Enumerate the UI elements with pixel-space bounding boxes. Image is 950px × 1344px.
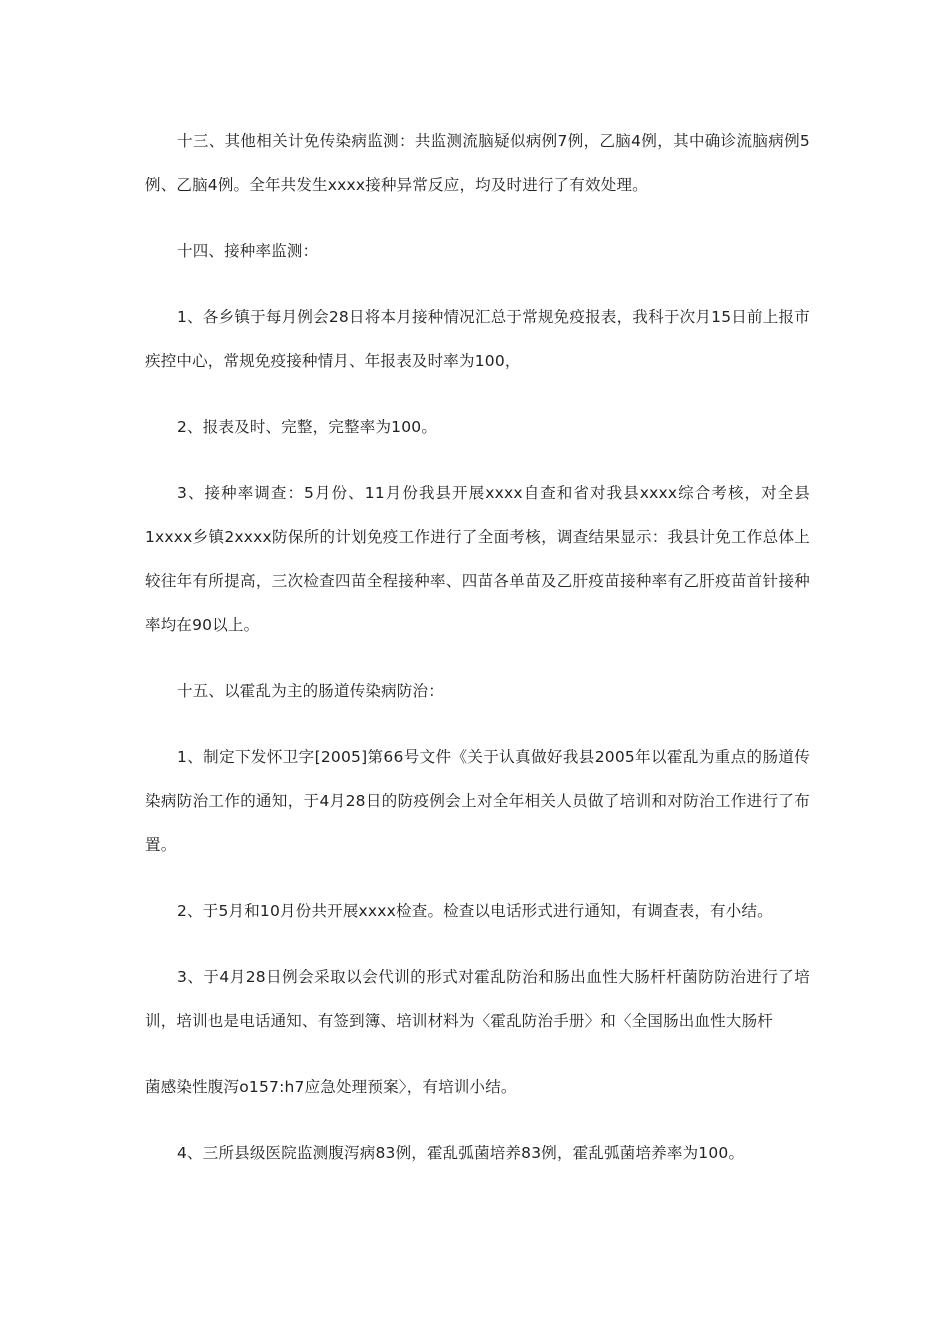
paragraph-section-15-item-2: 2、于5月和10月份共开展xxxx检查。检查以电话形式进行通知，有调查表，有小结。 [177, 902, 773, 920]
paragraph-section-14-item-2: 2、报表及时、完整，完整率为100。 [177, 418, 438, 436]
paragraph-section-15-item-3: 3、于4月28日例会采取以会代训的形式对霍乱防治和肠出血性大肠杆杆菌防防治进行了培训，培训也是电话通知、有签到簿、培训材料为〈霍乱防治手册〉和〈全国肠出血性大肠杆 [145, 968, 810, 1030]
paragraph-section-15-item-3-continued: 菌感染性腹泻o157:h7应急处理预案〉，有培训小结。 [145, 1078, 517, 1096]
document-body [145, 119, 810, 1197]
paragraph-section-15-item-4: 4、三所县级医院监测腹泻病83例，霍乱弧菌培养83例，霍乱弧菌培养率为100。 [177, 1144, 745, 1162]
heading-section-14: 十四、接种率监测： [177, 242, 319, 260]
paragraph-section-15-item-1: 1、制定下发怀卫字[2005]第66号文件《关于认真做好我县2005年以霍乱为重点的肠道传染病防治工作的通知，于4月28日的防疫例会上对全年相关人员做了培训和对防治工作进行了布置。 [145, 748, 810, 854]
paragraph-section-13: 十三、其他相关计免传染病监测：共监测流脑疑似病例7例，乙脑4例，其中确诊流脑病例5例、乙脑4例。全年共发生xxxx接种异常反应，均及时进行了有效处理。 [145, 132, 810, 194]
paragraph-section-14-item-1: 1、各乡镇于每月例会28日将本月接种情况汇总于常规免疫报表，我科于次月15日前上报市疾控中心，常规免疫接种情月、年报表及时率为100， [145, 308, 810, 370]
paragraph-section-14-item-3: 3、接种率调查：5月份、11月份我县开展xxxx自查和省对我县xxxx综合考核，对全县1xxxx乡镇2xxxx防保所的计划免疫工作进行了全面考核，调查结果显示：我县计免工作总体上较往年有所提高，三次检查四苗全程接种率、四苗各单苗及乙肝疫苗接种率有乙肝疫苗首针接种率均在90以上。 [145, 484, 810, 634]
heading-section-15: 十五、以霍乱为主的肠道传染病防治： [177, 682, 444, 700]
